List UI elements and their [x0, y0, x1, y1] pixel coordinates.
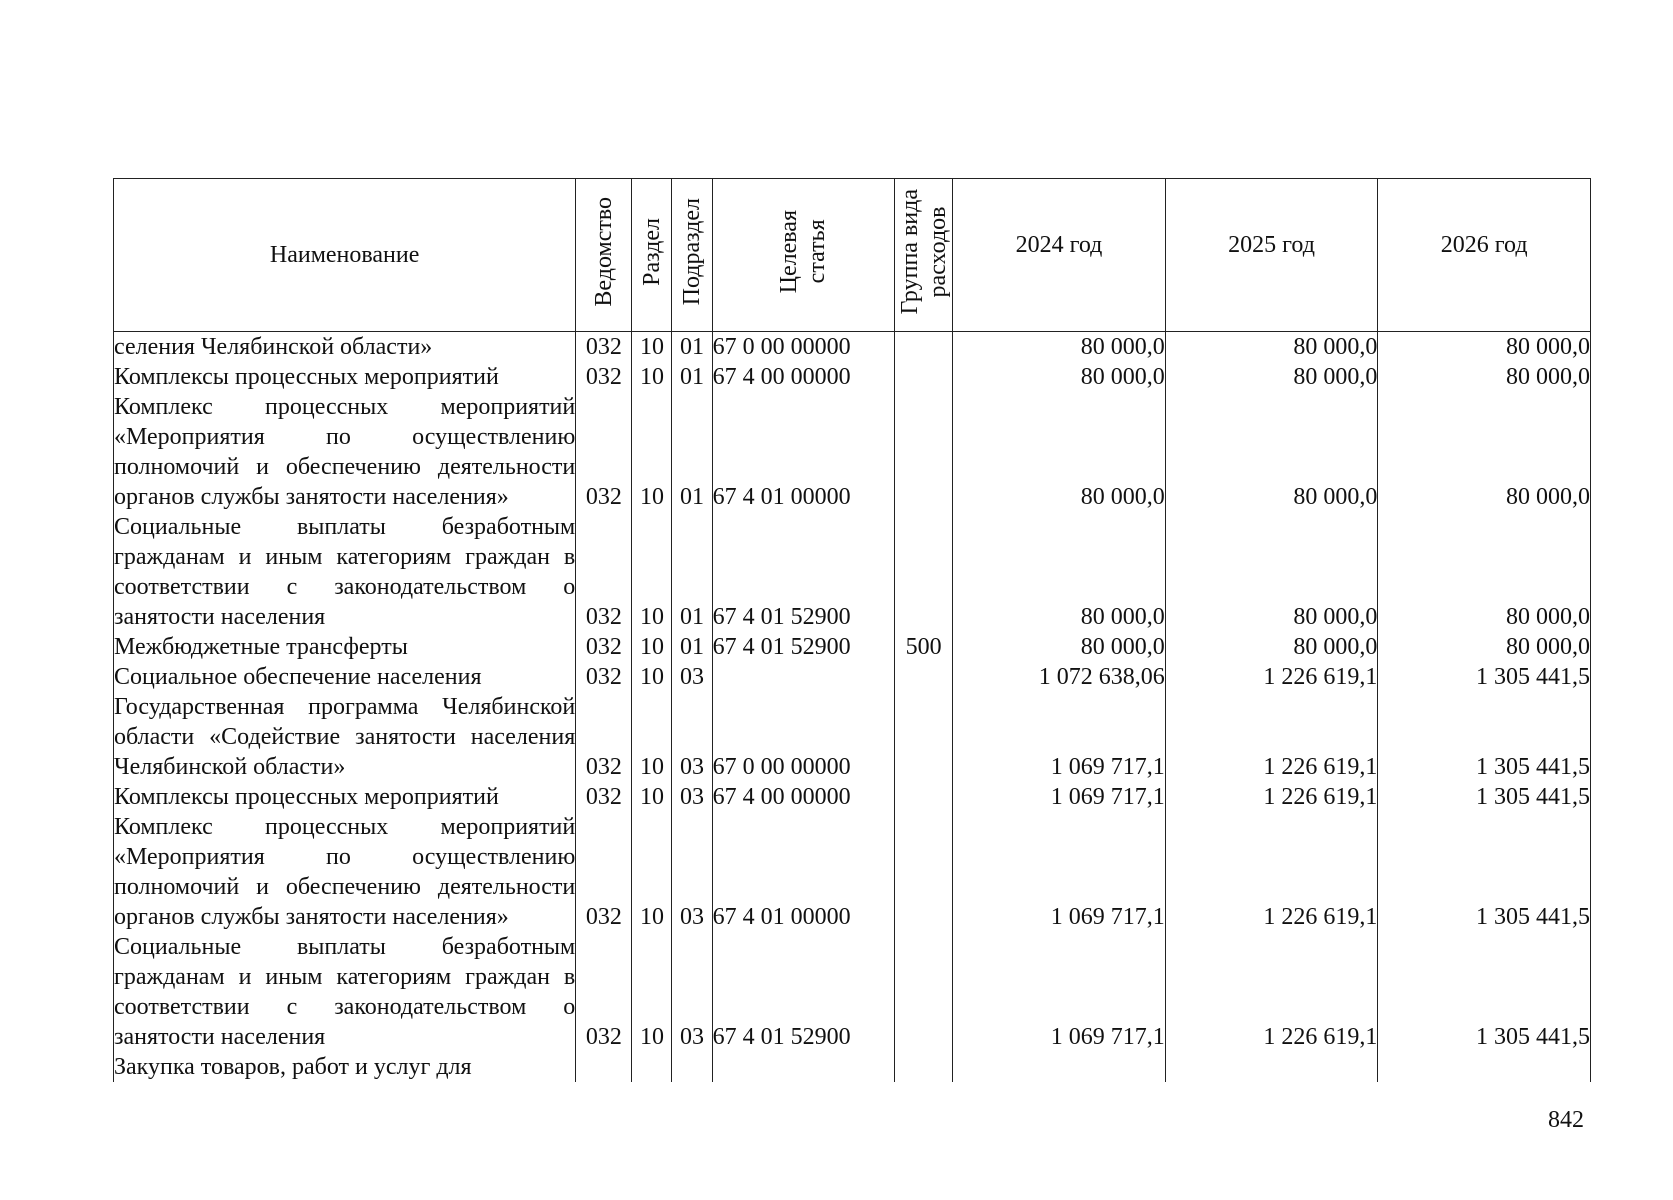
- cell-2025: 80 000,0: [1165, 362, 1378, 392]
- cell-2025: 1 226 619,1: [1165, 812, 1378, 932]
- cell-target: 67 0 00 00000: [712, 692, 894, 782]
- cell-subsection: 03: [672, 782, 712, 812]
- cell-dept: 032: [576, 662, 632, 692]
- cell-2026: 80 000,0: [1378, 362, 1591, 392]
- cell-name: Закупка товаров, работ и услуг для: [114, 1052, 576, 1082]
- cell-2026: 1 305 441,5: [1378, 692, 1591, 782]
- cell-2026: 80 000,0: [1378, 392, 1591, 512]
- cell-subsection: [672, 1052, 712, 1082]
- cell-2026: 80 000,0: [1378, 512, 1591, 632]
- cell-dept: 032: [576, 392, 632, 512]
- cell-dept: 032: [576, 812, 632, 932]
- cell-target: 67 4 01 52900: [712, 932, 894, 1052]
- cell-section: [632, 1052, 672, 1082]
- cell-2024: 80 000,0: [953, 362, 1166, 392]
- header-2026-label: 2026 год: [1440, 232, 1528, 258]
- cell-2026: 1 305 441,5: [1378, 782, 1591, 812]
- cell-group: [895, 782, 953, 812]
- cell-name: селения Челябинской области»: [114, 332, 576, 363]
- cell-section: 10: [632, 392, 672, 512]
- cell-group: [895, 362, 953, 392]
- cell-name: Социальные выплаты безработным гражданам и иным категориям граждан в соответствии с законодательством о занятости населения: [114, 514, 576, 630]
- cell-2025: 80 000,0: [1165, 512, 1378, 632]
- cell-section: 10: [632, 332, 672, 363]
- cell-2026: 80 000,0: [1378, 332, 1591, 363]
- cell-name: Социальные выплаты безработным гражданам и иным категориям граждан в соответствии с законодательством о занятости населения: [114, 934, 576, 1050]
- cell-2024: [953, 1052, 1166, 1082]
- cell-2024: 80 000,0: [953, 632, 1166, 662]
- cell-2024: 80 000,0: [953, 392, 1166, 512]
- header-dept: [576, 179, 632, 332]
- table-row: [114, 812, 1591, 932]
- cell-subsection: 01: [672, 362, 712, 392]
- header-name: Наименование: [114, 179, 576, 332]
- cell-2025: 80 000,0: [1165, 632, 1378, 662]
- cell-2026: [1378, 1052, 1591, 1082]
- cell-2025: 1 226 619,1: [1165, 782, 1378, 812]
- cell-subsection: 01: [672, 512, 712, 632]
- cell-target: 67 4 01 00000: [712, 812, 894, 932]
- cell-section: 10: [632, 632, 672, 662]
- table-row: [114, 632, 1591, 662]
- cell-group: 500: [895, 632, 953, 662]
- cell-2025: 1 226 619,1: [1165, 932, 1378, 1052]
- cell-2026: 1 305 441,5: [1378, 932, 1591, 1052]
- cell-dept: 032: [576, 692, 632, 782]
- cell-name: Комплекс процессных мероприятий «Мероприятия по осуществлению полномочий и обеспечению деятельности органов службы занятости населения»: [114, 394, 576, 510]
- header-subsection-label: Подраздел: [679, 197, 706, 306]
- cell-group: [895, 692, 953, 782]
- cell-target: 67 4 00 00000: [712, 362, 894, 392]
- cell-dept: 032: [576, 332, 632, 363]
- cell-2024: 80 000,0: [953, 332, 1166, 363]
- header-dept-label: Ведомство: [590, 196, 617, 307]
- cell-name: Межбюджетные трансферты: [114, 632, 576, 662]
- header-subsection: [672, 179, 712, 332]
- header-2025-label: 2025 год: [1228, 232, 1315, 258]
- cell-name: Комплексы процессных мероприятий: [114, 362, 576, 392]
- cell-group: [895, 332, 953, 363]
- cell-dept: 032: [576, 512, 632, 632]
- header-group-label: Группа вида расходов: [896, 188, 951, 315]
- header-2026: [1378, 179, 1591, 332]
- cell-group: [895, 812, 953, 932]
- table-row-partial: [114, 1052, 1591, 1082]
- table-row: [114, 932, 1591, 1052]
- header-section-label: Раздел: [638, 217, 665, 286]
- cell-group: [895, 512, 953, 632]
- cell-2026: 80 000,0: [1378, 632, 1591, 662]
- cell-2025: 80 000,0: [1165, 332, 1378, 363]
- cell-section: 10: [632, 362, 672, 392]
- cell-2024: 80 000,0: [953, 512, 1166, 632]
- table-row: [114, 782, 1591, 812]
- cell-name: Государственная программа Челябинской области «Содействие занятости населения Челябинской области»: [114, 694, 576, 780]
- header-section: [632, 179, 672, 332]
- cell-section: 10: [632, 512, 672, 632]
- cell-target: 67 4 01 52900: [712, 512, 894, 632]
- cell-group: [895, 662, 953, 692]
- cell-target: 67 4 01 00000: [712, 392, 894, 512]
- cell-target: 67 4 00 00000: [712, 782, 894, 812]
- cell-2025: [1165, 1052, 1378, 1082]
- cell-dept: 032: [576, 632, 632, 662]
- cell-2026: 1 305 441,5: [1378, 812, 1591, 932]
- cell-2024: 1 069 717,1: [953, 692, 1166, 782]
- table-body: [114, 332, 1591, 1083]
- cell-section: 10: [632, 812, 672, 932]
- header-target: [712, 179, 894, 332]
- cell-dept: 032: [576, 782, 632, 812]
- cell-section: 10: [632, 692, 672, 782]
- cell-name: Социальное обеспечение населения: [114, 662, 576, 692]
- header-target-label: Целевая статья: [776, 209, 831, 294]
- cell-dept: [576, 1052, 632, 1082]
- cell-name: Комплекс процессных мероприятий «Мероприятия по осуществлению полномочий и обеспечению деятельности органов службы занятости населения»: [114, 814, 576, 930]
- page-number: 842: [1548, 1107, 1584, 1133]
- cell-subsection: 03: [672, 692, 712, 782]
- table-row: [114, 392, 1591, 512]
- cell-target: [712, 662, 894, 692]
- cell-section: 10: [632, 782, 672, 812]
- table-row: [114, 512, 1591, 632]
- cell-target: 67 4 01 52900: [712, 632, 894, 662]
- table-header-row: [114, 179, 1591, 332]
- header-group: [895, 179, 953, 332]
- header-2024-label: 2024 год: [1015, 232, 1103, 258]
- cell-dept: 032: [576, 362, 632, 392]
- cell-name: Комплексы процессных мероприятий: [114, 782, 576, 812]
- header-2024: [953, 179, 1166, 332]
- cell-2025: 1 226 619,1: [1165, 692, 1378, 782]
- cell-subsection: 01: [672, 632, 712, 662]
- cell-group: [895, 1052, 953, 1082]
- cell-subsection: 01: [672, 332, 712, 363]
- cell-2024: 1 069 717,1: [953, 812, 1166, 932]
- cell-subsection: 03: [672, 932, 712, 1052]
- table-row: [114, 692, 1591, 782]
- cell-group: [895, 392, 953, 512]
- cell-subsection: 03: [672, 812, 712, 932]
- table-row: [114, 362, 1591, 392]
- table-row: [114, 662, 1591, 692]
- table-row: [114, 332, 1591, 363]
- cell-subsection: 01: [672, 392, 712, 512]
- cell-section: 10: [632, 932, 672, 1052]
- cell-dept: 032: [576, 932, 632, 1052]
- cell-2025: 1 226 619,1: [1165, 662, 1378, 692]
- cell-2024: 1 069 717,1: [953, 932, 1166, 1052]
- cell-target: [712, 1052, 894, 1082]
- cell-group: [895, 932, 953, 1052]
- header-2025: [1165, 179, 1378, 332]
- cell-2025: 80 000,0: [1165, 392, 1378, 512]
- cell-target: 67 0 00 00000: [712, 332, 894, 363]
- budget-table: [113, 178, 1591, 1082]
- cell-2024: 1 072 638,06: [953, 662, 1166, 692]
- cell-section: 10: [632, 662, 672, 692]
- cell-2026: 1 305 441,5: [1378, 662, 1591, 692]
- cell-subsection: 03: [672, 662, 712, 692]
- cell-2024: 1 069 717,1: [953, 782, 1166, 812]
